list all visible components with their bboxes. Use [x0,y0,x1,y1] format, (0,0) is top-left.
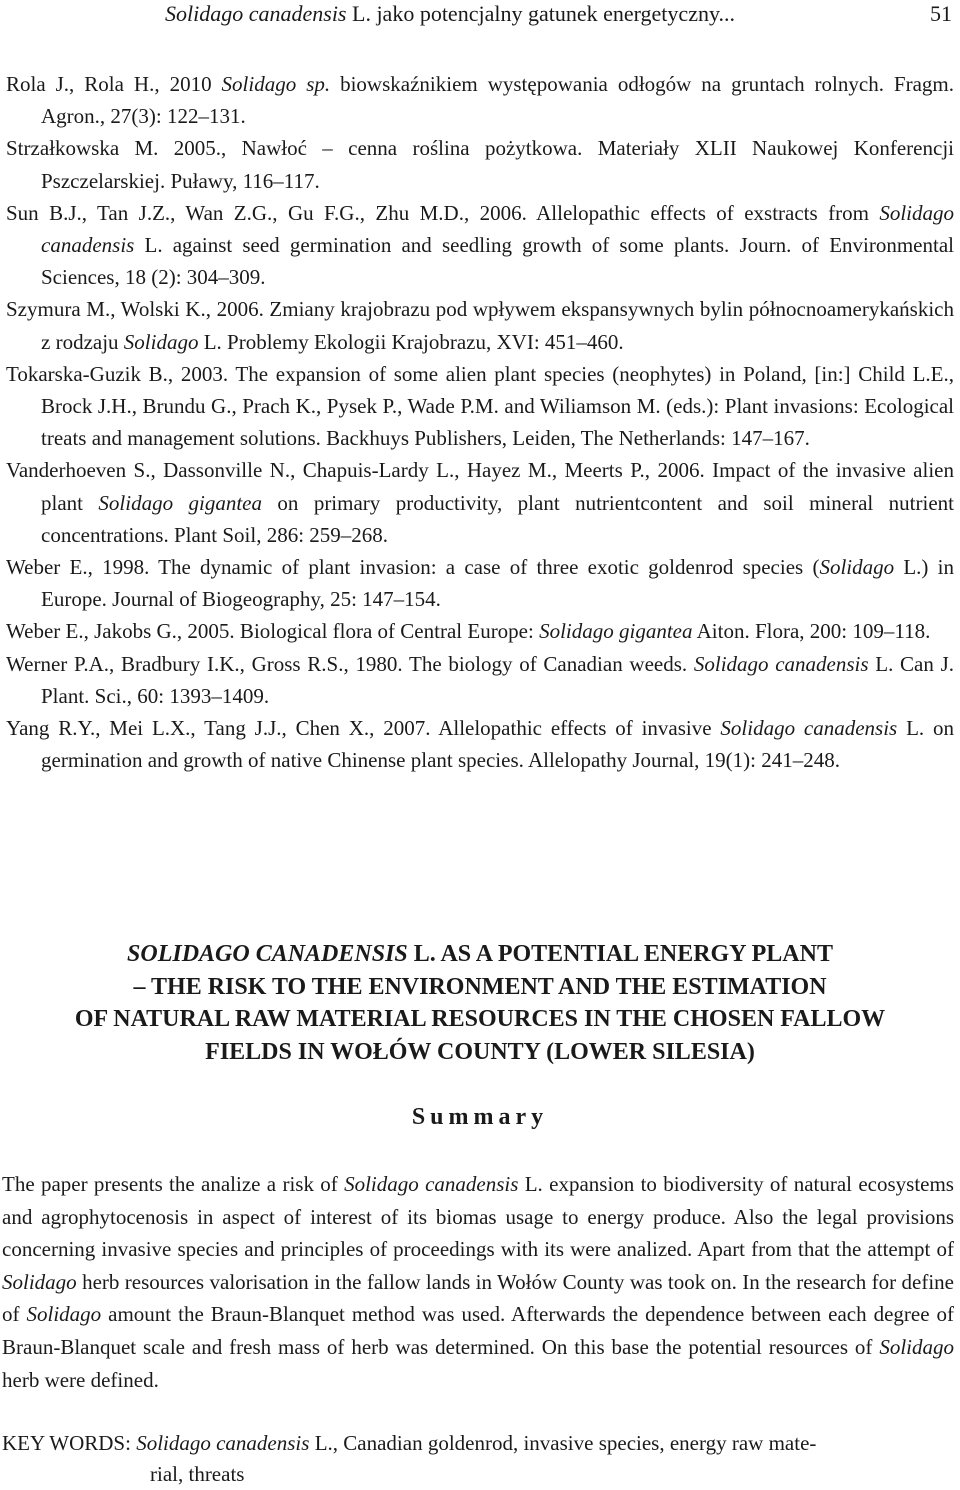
reference-text: Yang R.Y., Mei L.X., Tang J.J., Chen X., 2007. Allelopathic effects of invasive [6,716,721,741]
running-title-species: Solidago canadensis [165,1,347,26]
page-number: 51 [930,1,952,26]
reference-entry [6,132,954,196]
keywords-label: KEY WORDS: [2,1431,137,1455]
reference-list [6,68,954,776]
summary-heading: Summary [411,1104,549,1130]
summary-body [2,1168,954,1396]
reference-italic-text: Solidago gigantea [98,490,262,515]
reference-entry [6,551,954,615]
reference-entry [6,68,954,132]
summary-text: herb were defined. [2,1367,159,1392]
summary-italic-text: Solidago [879,1334,954,1359]
english-title-line-3: OF NATURAL RAW MATERIAL RESOURCES IN THE CHOSEN FALLOW [74,1006,886,1032]
keywords-rest-1: L., Canadian goldenrod, invasive species, energy raw mate- [309,1431,817,1455]
reference-text: Strzałkowska M. 2005., Nawłoć – cenna roślina pożytkowa. Materiały XLII Naukowej Konferencji Pszczelarskiej. Puławy, 116–117. [6,136,954,193]
english-title-line-1-rest: L. AS A POTENTIAL ENERGY PLANT [407,941,833,967]
reference-text: Werner P.A., Bradbury I.K., Gross R.S., 1980. The biology of Canadian weeds. [6,651,694,676]
reference-text: L. against seed germination and seedling growth of some plants. Journ. of Environmental Sciences, 18 (2): 304–309. [41,233,954,290]
reference-text: L. Can J. Plant. Sci., 60: 1393–1409. [41,651,954,708]
reference-entry [6,454,954,551]
reference-italic-text: Solidago sp. [221,72,331,96]
reference-italic-text: Solidago [819,555,895,580]
running-title [165,1,735,27]
reference-text: Tokarska-Guzik B., 2003. The expansion of some alien plant species (neophytes) in Poland, [in:] Child L.E., Brock J.H., Brundu G., Prach K., Pysek P., Wade P.M. and Wiliamson M. (eds.): Plant invasions: Ecological treats and management solutions. Backhuys Publishers, Leiden, The Netherlands: 147–167. [6,361,954,451]
reference-italic-text: Solidago [123,329,199,354]
english-title-line-4: FIELDS IN WOŁÓW COUNTY (LOWER SILESIA) [205,1038,755,1065]
reference-text: L. Problemy Ekologii Krajobrazu, XVI: 451–460. [198,329,624,354]
reference-text: Weber E., 1998. The dynamic of plant invasion: a case of three exotic goldenrod species ( [6,555,820,580]
reference-italic-text: Solidago gigantea [539,619,693,644]
english-title-line-2: – THE RISK TO THE ENVIRONMENT AND THE ESTIMATION [133,973,827,1000]
reference-text: Szymura M., Wolski K., 2006. Zmiany krajobrazu pod wpływem ekspansywnych bylin północnoamerykańskich z rodzaju [6,297,954,354]
summary-italic-text: Solidago [26,1302,102,1327]
reference-text: biowskaźnikiem występowania odłogów na gruntach rolnych. Fragm. Agron., 27(3): 122–131. [41,72,954,129]
summary-text: amount the Braun-Blanquet method was used. Afterwards the dependence between each degree of Braun-Blanquet scale and fresh mass of herb was determined. On this base the potential resources of [2,1302,954,1359]
reference-text: Aiton. Flora, 200: 109–118. [692,619,931,644]
english-title-species: SOLIDAGO CANADENSIS [127,941,408,967]
reference-italic-text: Solidago canadensis [720,716,898,741]
reference-entry [6,293,954,357]
reference-text: L.) in Europe. Journal of Biogeography, 25: 147–154. [41,555,954,612]
reference-entry [6,197,954,294]
running-title-rest: L. jako potencjalny gatunek energetyczny... [346,1,736,26]
reference-entry [6,712,954,776]
keywords-rest-2: rial, threats [150,1462,245,1486]
reference-entry [6,358,954,455]
reference-text: Rola J., Rola H., 2010 [6,72,222,96]
reference-text: Sun B.J., Tan J.Z., Wan Z.G., Gu F.G., Zhu M.D., 2006. Allelopathic effects of exstracts from [6,200,880,225]
keywords [2,1428,954,1490]
reference-text: on primary productivity, plant nutrientcontent and soil mineral nutrient concentrations. Plant Soil, 286: 259–268. [41,490,954,547]
summary-text: herb resources valorisation in the fallow lands in Wołów County was took on. In the research for define of [2,1269,954,1327]
summary-text: L. expansion to biodiversity of natural ecosystems and agrophytocenosis in aspect of interest of its biomas usage to energy produce. Also the legal provisions concerning invasive species and principles of proceedings with its were analized. Apart from that the attempt of [2,1172,954,1262]
summary-italic-text: Solidago [2,1269,77,1294]
reference-entry [6,648,954,712]
summary-paragraph [2,1168,954,1396]
reference-italic-text: Solidago canadensis [693,651,869,676]
reference-italic-text: Solidago canadensis [41,200,954,258]
running-header [0,0,960,40]
reference-text: Weber E., Jakobs G., 2005. Biological flora of Central Europe: [6,619,540,644]
english-title [0,938,960,1068]
reference-text: Vanderhoeven S., Dassonville N., Chapuis-Lardy L., Hayez M., Meerts P., 2006. Impact of the invasive alien plant [6,458,954,515]
english-title-line-1 [0,938,960,971]
reference-entry [6,615,954,647]
keywords-species: Solidago canadensis [136,1431,310,1455]
summary-italic-text: Solidago canadensis [344,1172,519,1196]
summary-text: The paper presents the analize a risk of [2,1172,345,1196]
reference-text: L. on germination and growth of native Chinense plant species. Allelopathy Journal, 19(1): 241–248. [41,716,954,773]
